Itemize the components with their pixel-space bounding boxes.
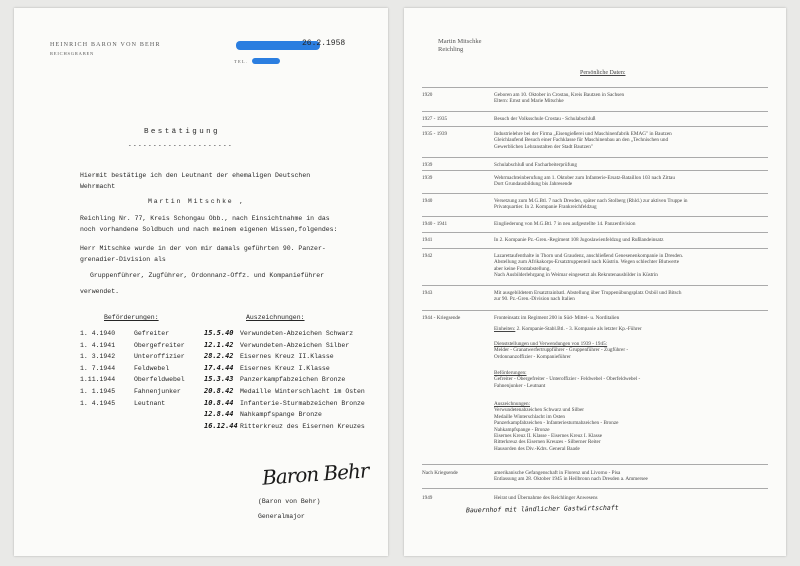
- promotions-header: Beförderungen:: [104, 314, 159, 321]
- ausz-line: Eisernes Kreuz II. Klasse - Eisernes Kreuz I. Klasse: [494, 433, 603, 440]
- ausz-block: [494, 401, 618, 452]
- paragraph-line: grenadier-Division als: [80, 256, 166, 263]
- cv-year: 1935 - 1939: [422, 131, 448, 137]
- promotion-rank: Leutnant: [134, 399, 166, 407]
- certificate-page: [14, 8, 388, 556]
- cv-year: 1940 - 1941: [422, 221, 448, 227]
- cv-text: [494, 290, 681, 303]
- cv-text-line: In 2. Kompanie Pz.-Gren.-Regiment 108 Jugoslawienfeldzug und Rußlandeinsatz: [494, 237, 664, 243]
- cv-year: 1943: [422, 290, 433, 296]
- table-row: [204, 340, 365, 352]
- cv-text: [494, 131, 672, 150]
- promotion-date: 1. 4.1941: [80, 341, 116, 349]
- cv-text-line: Gleichlaufend Besuch einer Fachklasse für Maschinenbau an den „Technischen und: [494, 137, 669, 144]
- award-date-handwritten: 16.12.44: [204, 421, 238, 430]
- promotion-rank: Gefreiter: [134, 330, 170, 337]
- cv-year: 1944 - Kriegsende: [422, 315, 461, 321]
- cv-text: [494, 92, 624, 105]
- cv-text-line: Privatquartier. In 2. Kompanie Frankreichfeldzug: [494, 204, 597, 211]
- person-name: Martin Mitschke ,: [148, 198, 245, 205]
- paragraph-line: Wehrmacht: [80, 183, 116, 190]
- cv-year: 1942: [422, 253, 433, 259]
- dienst-line: Ordonnanzoffizier - Kompanieführer: [494, 353, 571, 360]
- divider: [422, 170, 768, 171]
- title-underline: ---------------------: [128, 142, 234, 149]
- cv-text: [494, 116, 595, 122]
- signature: Baron Behr: [261, 458, 370, 490]
- cv-text-line: amerikanische Gefangenschaft in Florenz und Livorno - Pisa: [494, 470, 621, 476]
- befoerd-line: Gefreiter - Obergefreiter - Unteroffizier - Feldwebel - Oberfeldwebel -: [494, 376, 641, 383]
- divider: [422, 216, 768, 217]
- cv-year: 1939: [422, 175, 433, 181]
- ausz-line: Medaille Winterschlacht im Osten: [494, 413, 566, 420]
- einheiten-label: Einheiten:: [494, 326, 516, 332]
- cv-text-line: Dort Grundausbildung bis Jahresende: [494, 181, 573, 188]
- cv-text-line: Lazarettaufenthalte in Thorn und Graudenz, anschließend Genesenenkompanie in Dresden.: [494, 253, 684, 259]
- cv-header-name: Martin Mitschke: [438, 38, 482, 45]
- cv-text-line: Heirat und Übernahme des Reichlinger Anwesens: [494, 495, 598, 501]
- award-date-handwritten: 20.8.42: [204, 386, 234, 395]
- award-date-handwritten: 12.8.44: [204, 410, 234, 419]
- table-row: [204, 421, 365, 433]
- divider: [422, 193, 768, 194]
- cv-text-line: Eltern: Ernst und Marie Mitschke: [494, 98, 564, 105]
- einheiten-text: 2. Kompanie-Stabl.Btl. - 3. Kompanie als letzter Kp.-Führer: [516, 326, 642, 332]
- divider: [422, 310, 768, 311]
- table-row: [80, 374, 185, 386]
- divider: [422, 232, 768, 233]
- promotion-date: 1. 4.1940: [80, 330, 116, 337]
- award-date-handwritten: 12.1.42: [204, 340, 234, 349]
- ausz-line: Panzerkampfabzeichen - Infanteriesturmabzeichen - Bronze: [494, 420, 619, 427]
- cv-text-line: Geboren am 10. Oktober in Crostau, Kreis Bautzen in Sachsen: [494, 92, 625, 98]
- promotion-rank: Obergefreiter: [134, 341, 185, 349]
- promotion-rank: Oberfeldwebel: [134, 376, 185, 384]
- divider: [422, 488, 768, 489]
- verwendet-line: verwendet.: [80, 288, 120, 295]
- award-name: Ritterkreuz des Eisernen Kreuzes: [240, 422, 365, 430]
- table-row: [80, 328, 185, 340]
- award-date-handwritten: 15.3.43: [204, 375, 234, 384]
- table-row: [80, 340, 185, 352]
- cv-page: [404, 8, 786, 556]
- cv-year: 1941: [422, 237, 433, 243]
- divider: [422, 248, 768, 249]
- awards-header: Auszeichnungen:: [246, 314, 305, 321]
- cv-text: [494, 315, 619, 321]
- ausz-line: Hausorden des Div.-Kdrs. General Baade: [494, 445, 580, 452]
- award-name: Verwundeten-Abzeichen Silber: [240, 341, 350, 349]
- paragraph-3: [80, 243, 326, 265]
- ausz-line: Verwundetenabzeichen Schwarz und Silber: [494, 407, 585, 414]
- promotion-date: 1. 3.1942: [80, 353, 116, 361]
- table-row: [204, 351, 365, 363]
- cv-text-line: Gewerblichen Lehranstalten der Stadt Bautzen": [494, 143, 593, 150]
- table-row: [204, 363, 365, 375]
- award-name: Eisernes Kreuz I.Klasse: [240, 364, 330, 372]
- cv-year: Nach Kriegsende: [422, 470, 458, 476]
- divider: [422, 464, 768, 465]
- table-row: [80, 363, 185, 375]
- table-row: [204, 374, 365, 386]
- table-row: [204, 328, 365, 340]
- award-date-handwritten: 10.8.44: [204, 398, 234, 407]
- cv-year: 1939: [422, 162, 433, 168]
- table-row: [80, 386, 185, 398]
- cv-text-line: Versetzung zum M.G.Btl. 7 nach Dresden, später nach Stolberg (Rhld.) zur aktiven Truppe in: [494, 198, 688, 204]
- award-name: Eisernes Kreuz II.Klasse: [240, 353, 334, 361]
- ausz-line: Nahkampfspange - Bronze: [494, 426, 550, 433]
- divider: [422, 285, 768, 286]
- divider: [422, 87, 768, 88]
- cv-year: 1949: [422, 495, 433, 501]
- document-title: Bestätigung: [144, 128, 220, 136]
- cv-text-line: Mit ausgebildetem Ersatztrainbatl. Abstellung über Truppenübungsplatz Oxböl und Bitsch: [494, 290, 682, 296]
- cv-header-place: Reichling: [438, 46, 464, 53]
- cv-text-line: zur 90. Pz.-Gren.-Division nach Italien: [494, 296, 575, 303]
- table-row: [204, 398, 365, 410]
- table-row: [204, 386, 365, 398]
- cv-year: 1927 - 1935: [422, 116, 448, 122]
- table-row: [80, 398, 185, 410]
- letterhead-name: HEINRICH BARON VON BEHR: [50, 42, 161, 48]
- signer-rank: Generalmajor: [258, 513, 305, 520]
- letterhead-sub: REICHSGRABEN: [50, 51, 95, 56]
- cv-header: [438, 38, 482, 54]
- dienst-heading: Dienststellungen und Verwendungen von 1939 - 1945:: [494, 341, 608, 347]
- befoerd-block: [494, 370, 640, 389]
- cv-text-line: Industrielehre bei der Firma „Eisengießerei und Maschinenfabrik EMAG" in Bautzen: [494, 131, 672, 137]
- cv-text: [494, 175, 675, 188]
- cv-text-line: Besuch der Volksschule Crostau - Schulabschluß: [494, 116, 596, 122]
- award-date-handwritten: 17.4.44: [204, 363, 234, 372]
- awards-table: [204, 328, 365, 432]
- cv-text-line: Wehrmachteinberufung am 1. Oktober zum Infanterie-Ersatz-Bataillon 103 nach Zittau: [494, 175, 675, 181]
- award-name: Medaille Winterschlacht im Osten: [240, 387, 365, 395]
- award-name: Nahkampfspange Bronze: [240, 411, 322, 419]
- table-row: [80, 351, 185, 363]
- paragraph-line: noch vorhandene Soldbuch und nach meinem eigenen Wissen,folgendes:: [80, 226, 338, 233]
- cv-text-line: aber keine Frontabstellung.: [494, 265, 551, 272]
- befoerd-line: Fahnenjunker - Leutnant: [494, 382, 546, 389]
- befoerd-heading: Beförderungen:: [494, 370, 527, 376]
- cv-text: [494, 221, 635, 227]
- divider: [422, 111, 768, 112]
- cv-text: [494, 237, 663, 243]
- ausz-heading: Auszeichnungen:: [494, 401, 531, 407]
- table-row: [204, 409, 365, 421]
- cv-text-line: Schulabschluß und Facharbeiterprüfung: [494, 162, 577, 168]
- promotion-rank: Unteroffizier: [134, 353, 185, 361]
- paragraph-1: [80, 170, 310, 192]
- divider: [422, 126, 768, 127]
- cv-text: [494, 198, 688, 211]
- paragraph-line: Hiermit bestätige ich den Leutnant der ehemaligen Deutschen: [80, 172, 311, 179]
- cv-text-line: Nach Ausbilderlehrgang in Weimar eingesetzt als Rekrutenausbilder in Küstrin: [494, 272, 658, 279]
- cv-text-line: Fronteinsatz im Regiment 200 in Süd- Mittel- u. Norditalien: [494, 315, 620, 321]
- promotion-date: 1. 1.1945: [80, 387, 116, 395]
- paragraph-2: [80, 213, 337, 235]
- handwritten-note: Bauernhof mit ländlicher Gastwirtschaft: [465, 503, 619, 515]
- ausz-line: Ritterkreuz des Eisernen Kreuzes - Silberner Reiter: [494, 439, 601, 446]
- ref-label: TEL.: [234, 59, 249, 64]
- cv-text: [494, 162, 577, 168]
- award-name: Infanterie-Sturmabzeichen Bronze: [240, 399, 365, 407]
- award-date-handwritten: 15.5.40: [204, 329, 234, 337]
- cv-heading: Persönliche Daten:: [580, 70, 626, 76]
- signer-name: (Baron von Behr): [258, 498, 321, 505]
- award-name: Verwundeten-Abzeichen Schwarz: [240, 330, 354, 337]
- award-date-handwritten: 28.2.42: [204, 352, 234, 361]
- roles-line: Gruppenführer, Zugführer, Ordonnanz-Offz. und Kompanieführer: [90, 272, 325, 279]
- promotion-date: 1. 4.1945: [80, 399, 116, 407]
- cv-text: [494, 253, 683, 279]
- promotion-rank: Feldwebel: [134, 364, 170, 372]
- cv-year: 1940: [422, 198, 433, 204]
- paragraph-line: Herr Mitschke wurde in der von mir damals geführten 90. Panzer-: [80, 245, 326, 252]
- cv-year: 1920: [422, 92, 433, 98]
- paragraph-line: Reichling Nr. 77, Kreis Schongau Obb., nach Einsichtnahme in das: [80, 215, 330, 222]
- cv-text-line: Abstellung zum Afrikakorps-Ersatztruppenteil nach Küstrin. Wegen schlechter Blutwerte: [494, 259, 680, 266]
- redaction-bar-small: [252, 58, 280, 64]
- cv-text-line: Entlassung am 28. Oktober 1945 in Heilbronn nach Dresden a. Ammersee: [494, 476, 648, 483]
- award-name: Panzerkampfabzeichen Bronze: [240, 376, 346, 384]
- letter-date: 26.2.1958: [302, 39, 346, 48]
- promotion-date: 1.11.1944: [80, 376, 116, 384]
- cv-text: [494, 470, 648, 483]
- dienst-line: Melder - Granatwerfertruppführer - Gruppenführer - Zugführer -: [494, 347, 629, 354]
- promotion-date: 1. 7.1944: [80, 364, 116, 372]
- einheiten-line: [494, 326, 642, 332]
- promotion-rank: Fahnenjunker: [134, 387, 181, 395]
- divider: [422, 157, 768, 158]
- dienst-block: [494, 341, 628, 360]
- cv-text-line: Eingliederung von M.G.Btl. 7 in neu aufgestellte 14. Panzerdivision: [494, 221, 636, 227]
- promotions-table: [80, 328, 185, 409]
